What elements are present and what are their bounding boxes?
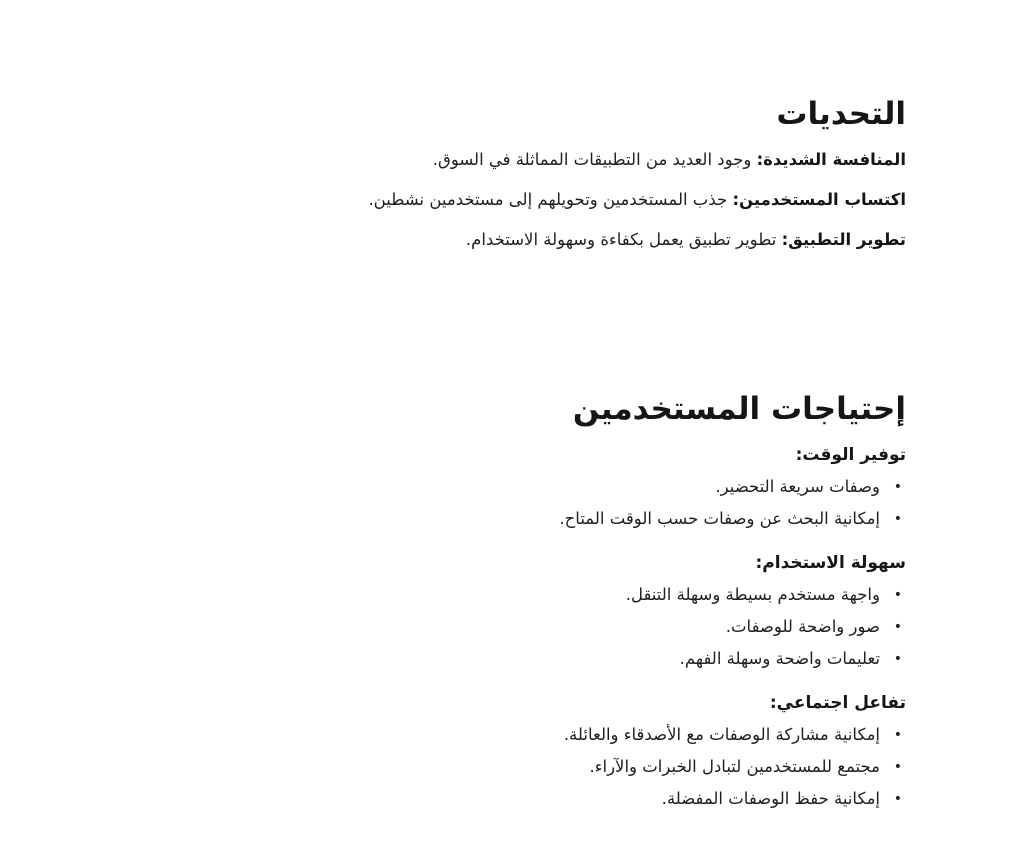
list-item (146, 583, 906, 607)
challenge-item (146, 188, 906, 212)
group-title: سهولة الاستخدام: (755, 553, 906, 573)
needs-group-ease-of-use (146, 551, 906, 671)
bullet-icon: • (893, 727, 902, 743)
challenge-item (146, 228, 906, 252)
list-item-text: صور واضحة للوصفات. (725, 617, 880, 636)
list-item (146, 755, 906, 779)
challenges-list (146, 148, 906, 252)
list-item-text: مجتمع للمستخدمين لتبادل الخبرات والآراء. (589, 757, 880, 776)
challenges-section (146, 92, 906, 268)
challenge-term: اكتساب المستخدمين: (732, 190, 906, 209)
list-item-text: إمكانية البحث عن وصفات حسب الوقت المتاح. (559, 509, 880, 528)
needs-group-social (146, 691, 906, 811)
user-needs-heading: إحتياجات المستخدمين (572, 391, 906, 427)
bullet-icon: • (893, 511, 902, 527)
bullet-icon: • (893, 791, 902, 807)
challenges-heading: التحديات (776, 96, 906, 132)
list-item-text: وصفات سريعة التحضير. (715, 477, 880, 496)
challenge-term: المنافسة الشديدة: (756, 150, 906, 169)
challenge-text: جذب المستخدمين وتحويلهم إلى مستخدمين نشطين. (368, 190, 733, 209)
list-item (146, 647, 906, 671)
challenge-text: تطوير تطبيق يعمل بكفاءة وسهولة الاستخدام. (465, 230, 782, 249)
list-item (146, 615, 906, 639)
needs-groups (146, 443, 906, 811)
list-item-text: إمكانية مشاركة الوصفات مع الأصدقاء والعائلة. (563, 725, 880, 744)
bullet-icon: • (893, 479, 902, 495)
bullet-list (146, 475, 906, 531)
challenge-text: وجود العديد من التطبيقات المماثلة في السوق. (432, 150, 757, 169)
list-item-text: واجهة مستخدم بسيطة وسهلة التنقل. (625, 585, 880, 604)
group-title: تفاعل اجتماعي: (769, 693, 906, 713)
list-item (146, 507, 906, 531)
group-title: توفير الوقت: (795, 445, 906, 465)
bullet-icon: • (893, 651, 902, 667)
bullet-icon: • (893, 759, 902, 775)
bullet-list (146, 583, 906, 671)
challenge-item (146, 148, 906, 172)
bullet-icon: • (893, 587, 902, 603)
challenge-term: تطوير التطبيق: (781, 230, 906, 249)
list-item-text: إمكانية حفظ الوصفات المفضلة. (661, 789, 880, 808)
list-item-text: تعليمات واضحة وسهلة الفهم. (679, 649, 880, 668)
list-item (146, 723, 906, 747)
list-item (146, 787, 906, 811)
user-needs-section (146, 387, 906, 831)
list-item (146, 475, 906, 499)
bullet-icon: • (893, 619, 902, 635)
needs-group-time-saving (146, 443, 906, 531)
bullet-list (146, 723, 906, 811)
